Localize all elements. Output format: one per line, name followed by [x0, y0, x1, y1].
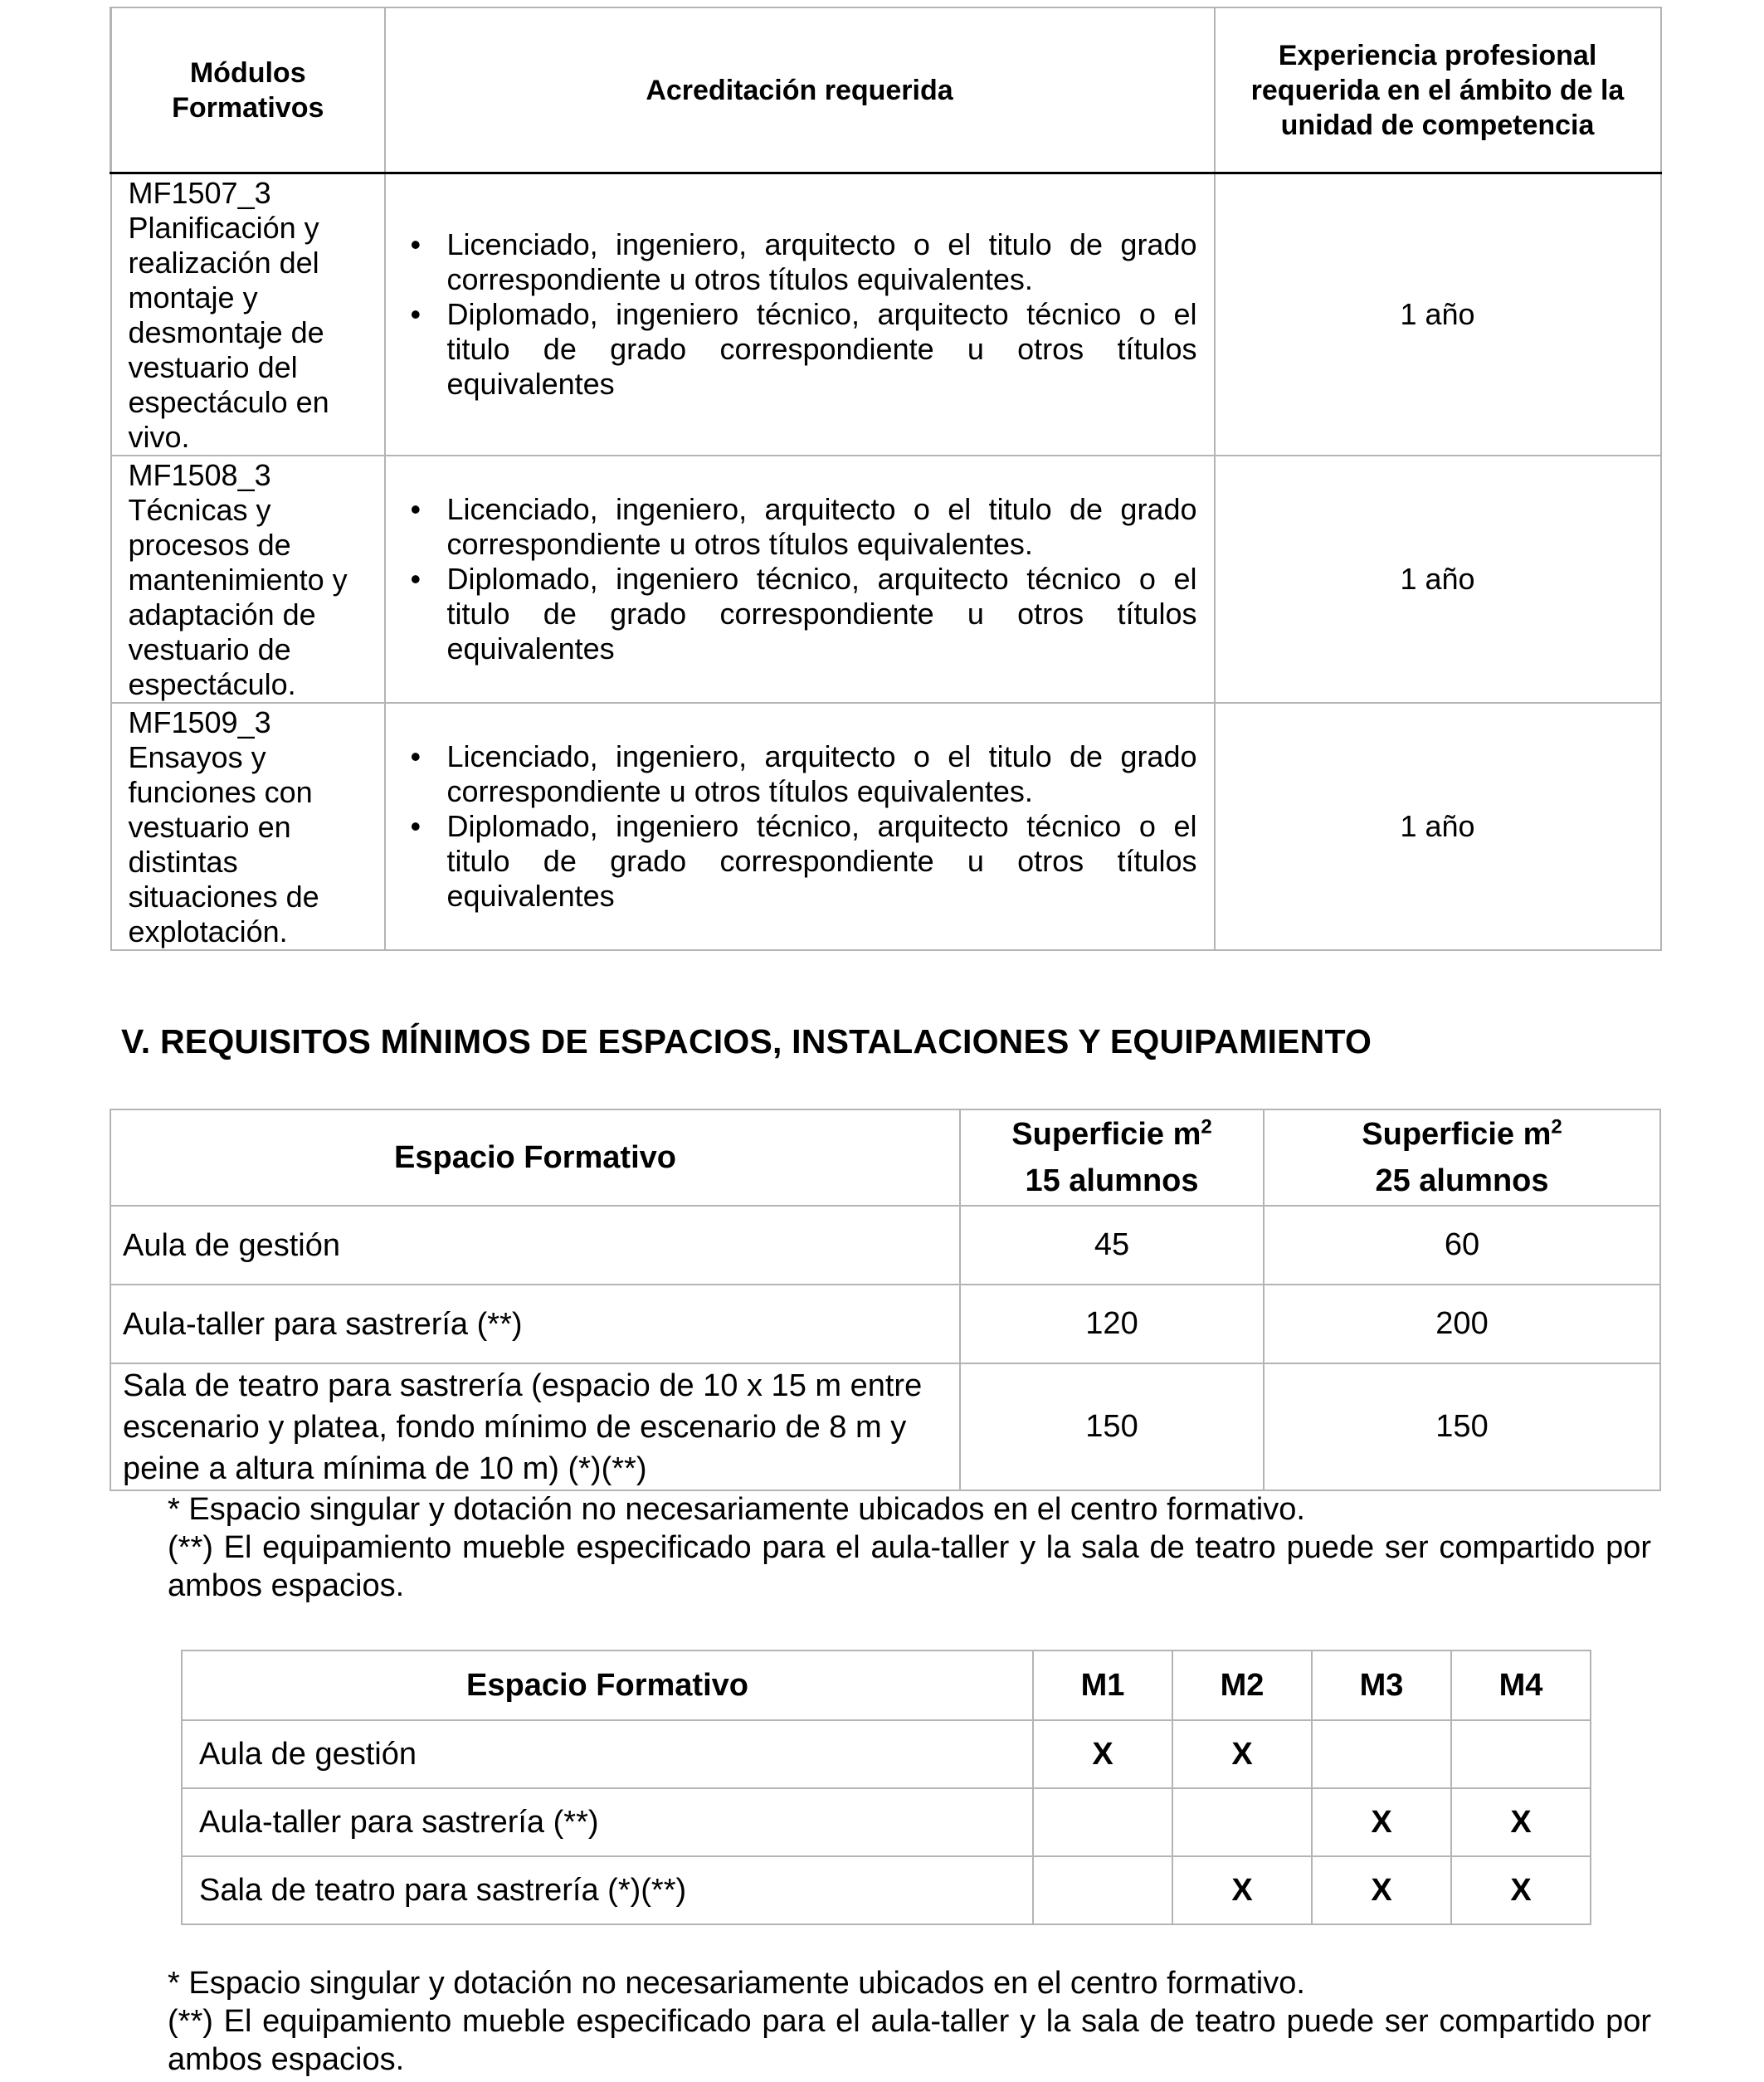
surface-25-cell: 200 — [1264, 1285, 1660, 1363]
surface-15-cell: 120 — [960, 1285, 1264, 1363]
m3-mark: X — [1312, 1856, 1451, 1924]
space-name-cell: Aula de gestión — [182, 1720, 1033, 1788]
requirements-cell — [385, 173, 1215, 456]
section-heading: V. REQUISITOS MÍNIMOS DE ESPACIOS, INSTALACIONES Y EQUIPAMIENTO — [121, 1022, 1372, 1061]
surface-table — [110, 1109, 1661, 1491]
students-15-label: 15 alumnos — [1025, 1163, 1199, 1198]
m2-mark: X — [1172, 1720, 1312, 1788]
space-name-cell: Aula de gestión — [110, 1206, 960, 1285]
footnote-singular-space: * Espacio singular y dotación no necesariamente ubicados en el centro formativo. — [168, 1966, 1305, 2001]
header-space: Espacio Formativo — [182, 1650, 1033, 1720]
header-space: Espacio Formativo — [110, 1109, 960, 1206]
footnotes — [168, 1490, 1651, 1605]
header-m3: M3 — [1312, 1650, 1451, 1720]
m2-mark: X — [1172, 1856, 1312, 1924]
header-experience: Experiencia profesional requerida en el ámbito de la unidad de competencia — [1215, 7, 1661, 173]
footnote-shared-equipment: (**) El equipamiento mueble especificado para el aula-taller y la sala de teatro puede ser compartido por ambos espacios. — [168, 1530, 1651, 1603]
footnote-shared-equipment: (**) El equipamiento mueble especificado para el aula-taller y la sala de teatro puede ser compartido por ambos espacios. — [168, 2004, 1651, 2077]
surface-15-cell: 45 — [960, 1206, 1264, 1285]
list-item: • Diplomado, ingeniero técnico, arquitecto técnico o el titulo de grado correspondiente u otros títulos equivalentes — [447, 562, 1197, 666]
list-item: • Diplomado, ingeniero técnico, arquitecto técnico o el titulo de grado correspondiente u otros títulos equivalentes — [447, 297, 1197, 402]
table-header-row — [110, 1109, 1660, 1206]
space-name-cell: Aula-taller para sastrería (**) — [110, 1285, 960, 1363]
surface-exponent: 2 — [1551, 1115, 1562, 1139]
header-surface-15 — [960, 1109, 1264, 1206]
header-m1: M1 — [1033, 1650, 1172, 1720]
table-header-row — [111, 7, 1661, 173]
surface-25-cell: 60 — [1264, 1206, 1660, 1285]
list-item: • Licenciado, ingeniero, arquitecto o el titulo de grado correspondiente u otros títulos equivalentes. — [447, 227, 1197, 297]
table-row — [111, 456, 1661, 703]
experience-cell: 1 año — [1215, 703, 1661, 950]
surface-15-cell: 150 — [960, 1363, 1264, 1490]
table-row — [110, 1363, 1660, 1490]
table-row — [182, 1720, 1591, 1788]
header-surface-25 — [1264, 1109, 1660, 1206]
students-25-label: 25 alumnos — [1375, 1163, 1549, 1198]
table-row — [110, 1285, 1660, 1363]
header-modules: Módulos Formativos — [111, 7, 385, 173]
surface-25-cell: 150 — [1264, 1363, 1660, 1490]
table-row — [110, 1206, 1660, 1285]
requirements-cell — [385, 703, 1215, 950]
table-row — [111, 173, 1661, 456]
table-header-row — [182, 1650, 1591, 1720]
m4-mark: X — [1451, 1788, 1591, 1856]
surface-label: Superficie m — [1011, 1117, 1201, 1152]
accreditation-table — [110, 7, 1662, 951]
requirements-cell — [385, 456, 1215, 703]
m4-mark — [1451, 1720, 1591, 1788]
list-item: • Licenciado, ingeniero, arquitecto o el titulo de grado correspondiente u otros títulos equivalentes. — [447, 492, 1197, 562]
module-space-table — [181, 1650, 1591, 1925]
space-name-cell: Aula-taller para sastrería (**) — [182, 1788, 1033, 1856]
m2-mark — [1172, 1788, 1312, 1856]
footnote-singular-space: * Espacio singular y dotación no necesariamente ubicados en el centro formativo. — [168, 1492, 1305, 1527]
list-item: • Licenciado, ingeniero, arquitecto o el titulo de grado correspondiente u otros títulos equivalentes. — [447, 739, 1197, 809]
space-name-cell: Sala de teatro para sastrería (*)(**) — [182, 1856, 1033, 1924]
experience-cell: 1 año — [1215, 173, 1661, 456]
header-m2: M2 — [1172, 1650, 1312, 1720]
experience-cell: 1 año — [1215, 456, 1661, 703]
module-cell: MF1508_3 Técnicas y procesos de mantenimiento y adaptación de vestuario de espectáculo. — [111, 456, 385, 703]
m1-mark: X — [1033, 1720, 1172, 1788]
footnotes — [168, 1964, 1651, 2079]
header-accreditation: Acreditación requerida — [385, 7, 1215, 173]
m3-mark — [1312, 1720, 1451, 1788]
m1-mark — [1033, 1856, 1172, 1924]
m3-mark: X — [1312, 1788, 1451, 1856]
surface-exponent: 2 — [1201, 1115, 1212, 1139]
header-m4: M4 — [1451, 1650, 1591, 1720]
m4-mark: X — [1451, 1856, 1591, 1924]
module-cell: MF1509_3 Ensayos y funciones con vestuario en distintas situaciones de explotación. — [111, 703, 385, 950]
space-name-cell: Sala de teatro para sastrería (espacio de 10 x 15 m entre escenario y platea, fondo mínimo de escenario de 8 m y peine a altura mínima de 10 m) (*)(**) — [110, 1363, 960, 1490]
m1-mark — [1033, 1788, 1172, 1856]
table-row — [182, 1856, 1591, 1924]
list-item: • Diplomado, ingeniero técnico, arquitecto técnico o el titulo de grado correspondiente u otros títulos equivalentes — [447, 809, 1197, 914]
table-row — [111, 703, 1661, 950]
surface-label: Superficie m — [1362, 1117, 1552, 1152]
table-row — [182, 1788, 1591, 1856]
module-cell: MF1507_3 Planificación y realización del montaje y desmontaje de vestuario del espectáculo en vivo. — [111, 173, 385, 456]
